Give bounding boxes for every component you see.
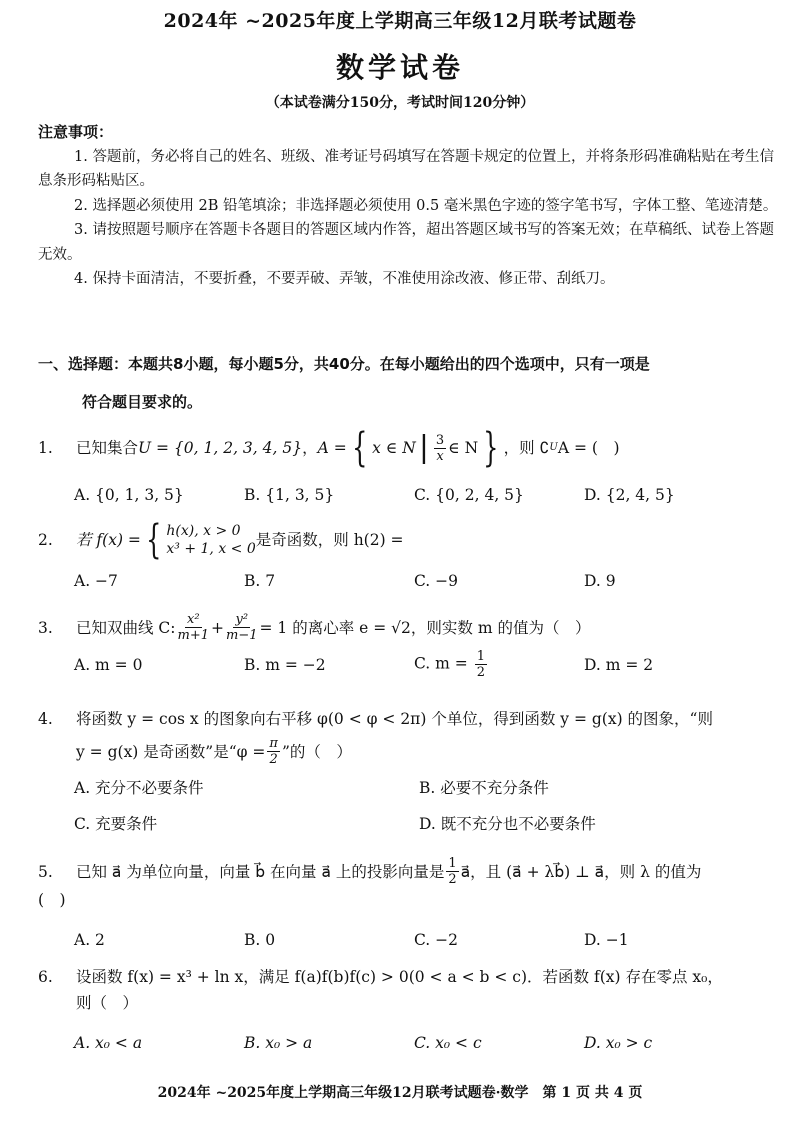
option-b: B. 必要不充分条件 bbox=[419, 779, 549, 797]
piecewise-cases bbox=[166, 522, 255, 558]
q3-text-b: = 1 的离心率 e = √2，则实数 m 的值为（ ） bbox=[259, 618, 591, 637]
q4-line2-a: y = g(x) 是奇函数”是“φ = bbox=[76, 742, 266, 761]
fraction-denominator: x bbox=[436, 448, 444, 464]
option-a: A. −7 bbox=[74, 572, 118, 590]
question-number: 3. bbox=[38, 618, 53, 637]
q1-text-a: 已知集合 bbox=[76, 439, 139, 457]
notice-block bbox=[38, 120, 778, 292]
q1-sep: ， bbox=[302, 439, 318, 457]
fraction-denominator: m+1 bbox=[177, 628, 210, 643]
question-5 bbox=[38, 856, 783, 953]
option-c bbox=[414, 649, 584, 680]
page-footer: 2024年 ~2025年度上学期高三年级12月联考试题卷·数学 第 1 页 共 4 页 bbox=[157, 1085, 643, 1101]
option-c: C. −2 bbox=[414, 931, 459, 949]
q1-text-b: ，则 ∁ bbox=[503, 439, 550, 457]
q1-fraction bbox=[434, 433, 446, 464]
q3-text-a: 已知双曲线 C: bbox=[76, 618, 176, 637]
q4-fraction bbox=[267, 736, 280, 767]
q5-fraction bbox=[446, 856, 458, 887]
q3-fraction-x bbox=[178, 612, 210, 643]
plus-symbol: + bbox=[211, 618, 225, 637]
q2-text-b: 是奇函数，则 h(2) = bbox=[255, 531, 404, 549]
notice-item: 3. 请按照题号顺序在答题卡各题目的答题区域内作答，超出答题区域书写的答案无效；在草稿纸、试卷上答题无效。 bbox=[38, 222, 774, 263]
question-number: 5. bbox=[38, 862, 53, 881]
notice-item: 4. 保持卡面清洁，不要折叠，不要弄破、弄皱，不准使用涂改液、修正带、刮纸刀。 bbox=[74, 271, 615, 287]
q5-line1-a: 已知 a⃗ 为单位向量，向量 b⃗ 在向量 a⃗ 上的投影向量是 bbox=[76, 862, 445, 881]
option-b: B. {1, 3, 5} bbox=[244, 486, 335, 504]
fraction-denominator: 2 bbox=[476, 665, 485, 680]
notice-item: 2. 选择题必须使用 2B 铅笔填涂；非选择题必须使用 0.5 毫米黑色字迹的签字笔书写，字体工整、笔迹清楚。 bbox=[74, 197, 778, 214]
option-a: A. x₀ < a bbox=[74, 1034, 143, 1052]
question-4 bbox=[38, 706, 783, 837]
case-2: x³ + 1, x < 0 bbox=[166, 541, 256, 557]
question-number: 2. bbox=[38, 531, 53, 549]
q3-fraction-y bbox=[226, 612, 258, 643]
option-b: B. x₀ > a bbox=[244, 1034, 313, 1052]
q1-set-a-elem: x ∈ N bbox=[372, 439, 416, 457]
option-c-fraction bbox=[475, 649, 487, 680]
option-d: D. −1 bbox=[584, 931, 629, 949]
exam-info: （本试卷满分150分，考试时间120分钟） bbox=[265, 95, 535, 111]
question-number: 1. bbox=[38, 439, 53, 457]
q5-line2: ( ) bbox=[38, 891, 66, 909]
option-c: C. x₀ < c bbox=[414, 1034, 482, 1052]
q1-set-a-lhs: A = bbox=[317, 439, 347, 457]
case-1: h(x), x > 0 bbox=[166, 523, 241, 539]
question-number: 6. bbox=[38, 968, 53, 986]
option-a: A. m = 0 bbox=[74, 655, 143, 674]
fraction-numerator: 1 bbox=[448, 856, 457, 871]
option-c: C. 充要条件 bbox=[74, 815, 158, 833]
divider-bar-symbol: | bbox=[418, 430, 429, 465]
q5-line1-b: a⃗，且 (a⃗ + λb⃗) ⊥ a⃗，则 λ 的值为 bbox=[460, 862, 702, 881]
notice-title: 注意事项： bbox=[38, 123, 114, 141]
fraction-numerator: x² bbox=[186, 612, 200, 627]
question-3 bbox=[38, 612, 783, 680]
section-heading-line1: 一、选择题：本题共8小题，每小题5分，共40分。在每小题给出的四个选项中，只有一项是 bbox=[38, 355, 650, 373]
fraction-denominator: 2 bbox=[448, 872, 457, 887]
fraction-numerator: y² bbox=[235, 612, 249, 627]
question-2 bbox=[38, 517, 783, 594]
section-heading-line2: 符合题目要求的。 bbox=[82, 393, 203, 411]
option-d: D. 既不充分也不必要条件 bbox=[419, 815, 596, 833]
q1-set-u: U = {0, 1, 2, 3, 4, 5} bbox=[138, 439, 303, 457]
option-a: A. 2 bbox=[74, 931, 105, 949]
fraction-numerator: π bbox=[269, 736, 278, 751]
left-brace-symbol: { bbox=[146, 517, 162, 563]
option-c: C. −9 bbox=[414, 572, 459, 590]
option-c-label: C. m = bbox=[414, 654, 468, 673]
q4-line2-b: ”的（ ） bbox=[281, 742, 352, 761]
q6-line2: 则（ ） bbox=[76, 994, 139, 1012]
fraction-numerator: 1 bbox=[476, 649, 485, 664]
option-b: B. m = −2 bbox=[244, 655, 326, 674]
option-d: D. {2, 4, 5} bbox=[584, 486, 675, 504]
question-6 bbox=[38, 964, 783, 1056]
fraction-denominator: m−1 bbox=[226, 628, 258, 643]
option-c: C. {0, 2, 4, 5} bbox=[414, 486, 524, 504]
notice-item: 1. 答题前，务必将自己的姓名、班级、准考证号码填写在答题卡规定的位置上，并将条形码准确粘贴在考生信息条形码粘贴区。 bbox=[38, 148, 774, 189]
option-b: B. 7 bbox=[244, 572, 276, 590]
subject-title: 数学试卷 bbox=[335, 51, 464, 84]
q1-text-c: A = ( ) bbox=[557, 439, 620, 457]
q1-set-a-cond: ∈ N bbox=[448, 439, 479, 457]
left-brace-symbol: { bbox=[351, 425, 368, 471]
option-a: A. {0, 1, 3, 5} bbox=[74, 486, 184, 504]
section-heading bbox=[38, 345, 778, 421]
fraction-numerator: 3 bbox=[435, 432, 445, 448]
right-brace-symbol: } bbox=[483, 425, 499, 471]
option-d: D. 9 bbox=[584, 572, 616, 590]
q6-line1: 设函数 f(x) = x³ + ln x，满足 f(a)f(b)f(c) > 0(0 < a < b < c)．若函数 f(x) 存在零点 x₀， bbox=[76, 968, 723, 986]
option-a: A. 充分不必要条件 bbox=[74, 779, 204, 797]
option-d: D. x₀ > c bbox=[584, 1034, 653, 1052]
option-d: D. m = 2 bbox=[584, 655, 654, 674]
option-b: B. 0 bbox=[244, 931, 276, 949]
exam-header-title: 2024年 ~2025年度上学期高三年级12月联考试题卷 bbox=[163, 10, 637, 32]
question-number: 4. bbox=[38, 710, 53, 728]
fraction-denominator: 2 bbox=[269, 752, 278, 767]
q4-line1: 将函数 y = cos x 的图象向右平移 φ(0 < φ < 2π) 个单位，得到函数 y = g(x) 的图象，“则 bbox=[76, 710, 713, 728]
q1-sub-u: U bbox=[549, 442, 558, 453]
q2-text-a: 若 f(x) = bbox=[76, 531, 141, 549]
question-1 bbox=[38, 425, 783, 508]
